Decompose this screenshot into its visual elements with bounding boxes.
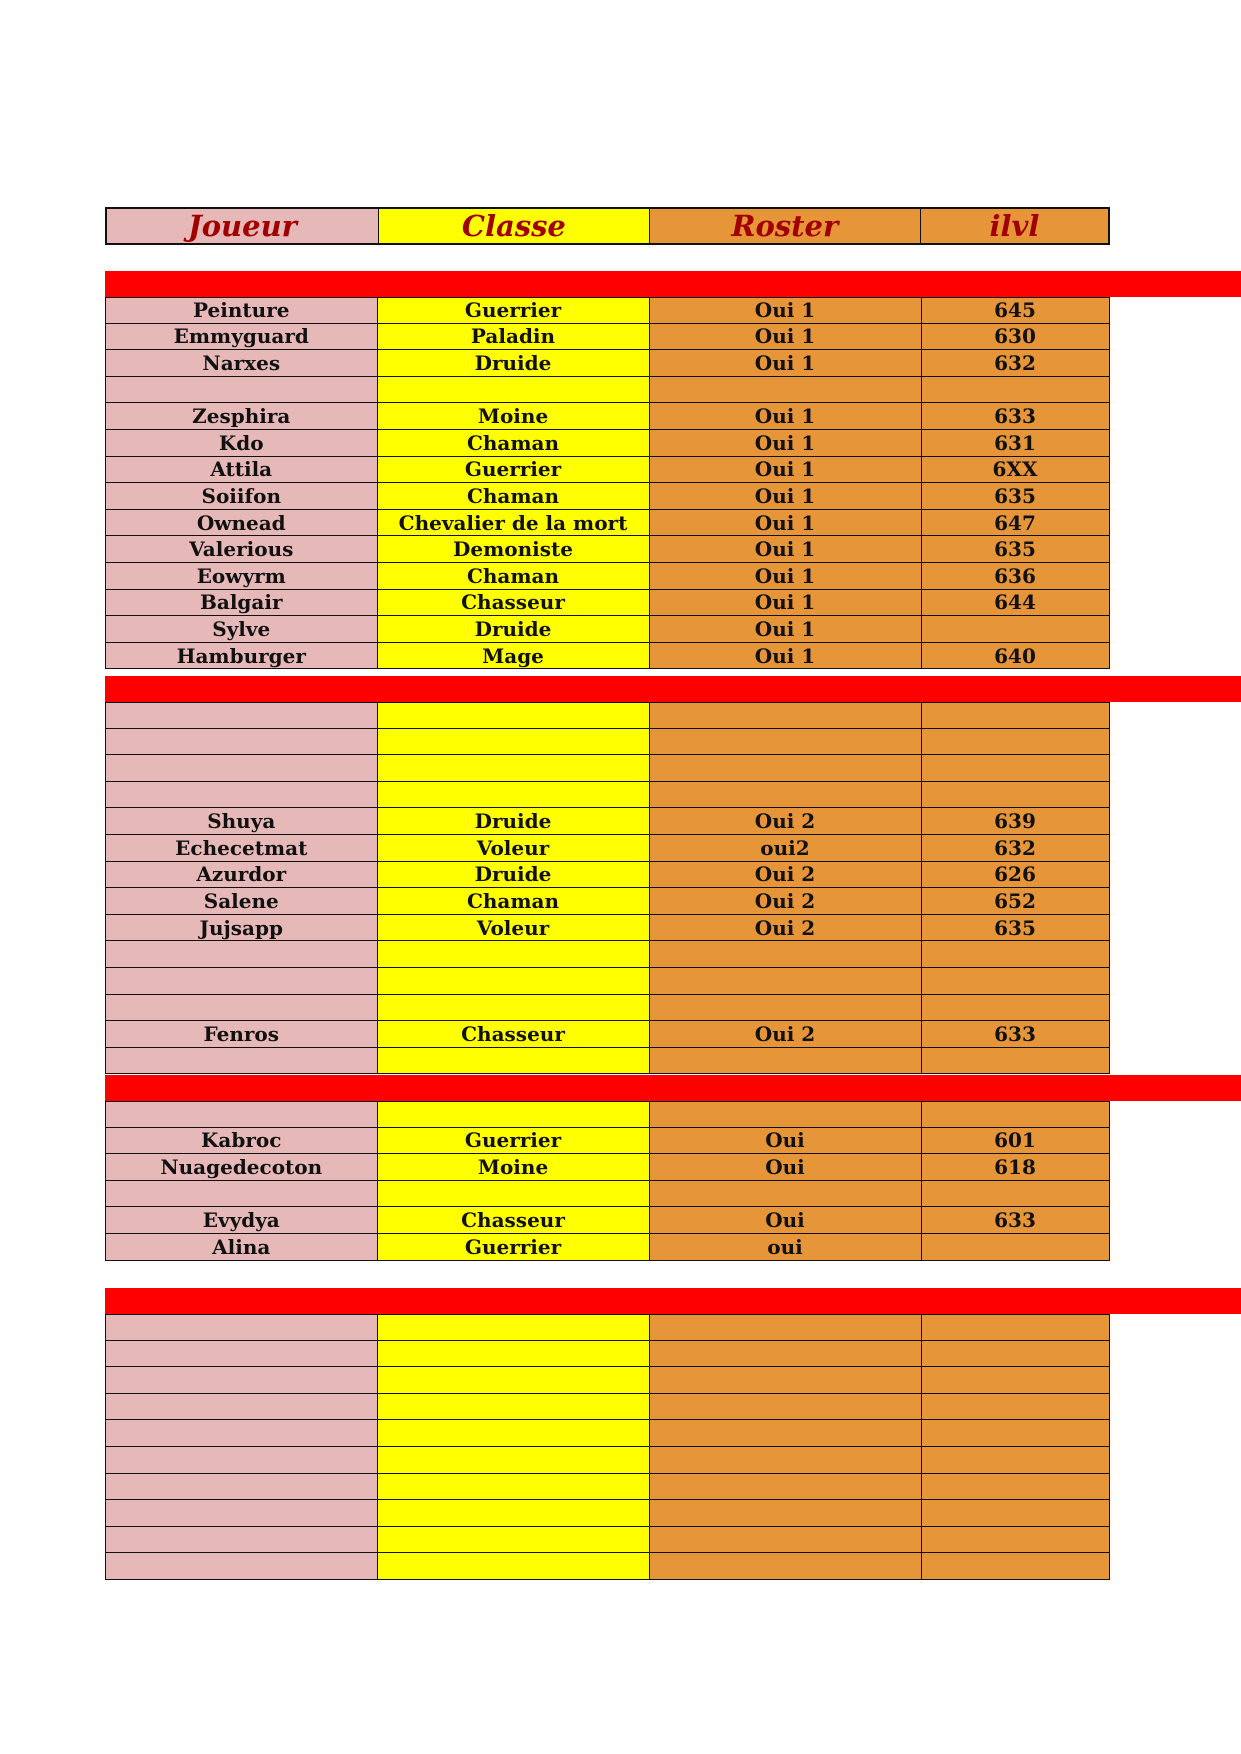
table-row: [106, 808, 1109, 835]
roster-cell[interactable]: oui2: [650, 835, 922, 861]
table-row: [106, 1128, 1109, 1155]
table-row: [106, 350, 1109, 377]
group-separator-bar: [105, 1288, 1241, 1314]
table-row: [106, 1394, 1109, 1421]
roster-cell[interactable]: [650, 1181, 922, 1207]
classe-cell[interactable]: [378, 1181, 650, 1207]
classe-cell[interactable]: Chasseur: [378, 1021, 650, 1047]
ilvl-cell[interactable]: 626: [922, 862, 1109, 888]
roster-cell[interactable]: Oui 1: [650, 590, 922, 616]
table-row: [106, 1314, 1109, 1341]
classe-cell[interactable]: [378, 968, 650, 994]
classe-cell[interactable]: [378, 1474, 650, 1500]
table-row: [106, 1500, 1109, 1527]
classe-cell[interactable]: [378, 1527, 650, 1553]
table-row: [106, 888, 1109, 915]
table-row: [106, 1101, 1109, 1128]
joueur-cell[interactable]: [106, 1367, 378, 1393]
classe-cell[interactable]: [378, 703, 650, 728]
roster-cell[interactable]: Oui 1: [650, 510, 922, 536]
ilvl-cell[interactable]: [922, 1474, 1109, 1500]
table-row: [106, 1207, 1109, 1234]
joueur-cell[interactable]: [106, 995, 378, 1021]
joueur-cell[interactable]: [106, 1394, 378, 1420]
roster-cell[interactable]: [650, 1553, 922, 1579]
group-3: [105, 1075, 1241, 1261]
classe-cell[interactable]: [378, 1102, 650, 1127]
group-2: [105, 676, 1241, 1074]
table-row: [106, 403, 1109, 430]
joueur-cell[interactable]: Evydya: [106, 1207, 378, 1233]
ilvl-cell[interactable]: [922, 1500, 1109, 1526]
roster-cell[interactable]: [650, 1527, 922, 1553]
joueur-cell[interactable]: [106, 941, 378, 967]
classe-cell[interactable]: Voleur: [378, 915, 650, 941]
group-4: [105, 1288, 1241, 1580]
ilvl-cell[interactable]: 631: [922, 430, 1109, 456]
classe-cell[interactable]: [378, 1500, 650, 1526]
classe-cell[interactable]: Guerrier: [378, 457, 650, 483]
header-classe: Classe: [379, 209, 650, 243]
roster-cell[interactable]: [650, 1102, 922, 1127]
group-separator-bar: [105, 271, 1241, 297]
classe-cell[interactable]: Chasseur: [378, 1207, 650, 1233]
joueur-cell[interactable]: [106, 1181, 378, 1207]
classe-cell[interactable]: [378, 729, 650, 755]
roster-cell[interactable]: Oui 1: [650, 616, 922, 642]
roster-cell[interactable]: [650, 941, 922, 967]
joueur-cell[interactable]: Salene: [106, 888, 378, 914]
joueur-cell[interactable]: Valerious: [106, 536, 378, 562]
table-row: [106, 1181, 1109, 1208]
roster-cell[interactable]: Oui 1: [650, 350, 922, 376]
joueur-cell[interactable]: [106, 1553, 378, 1579]
classe-cell[interactable]: Chaman: [378, 563, 650, 589]
ilvl-cell[interactable]: [922, 377, 1109, 403]
table-row: [106, 782, 1109, 809]
table-row: [106, 755, 1109, 782]
group-separator-bar: [105, 676, 1241, 702]
ilvl-cell[interactable]: 632: [922, 350, 1109, 376]
roster-cell[interactable]: Oui: [650, 1128, 922, 1154]
classe-cell[interactable]: [378, 995, 650, 1021]
table-row: [106, 430, 1109, 457]
table-row: [106, 643, 1109, 670]
roster-cell[interactable]: [650, 703, 922, 728]
classe-cell[interactable]: [378, 1394, 650, 1420]
classe-cell[interactable]: [378, 941, 650, 967]
joueur-cell[interactable]: [106, 1048, 378, 1074]
classe-cell[interactable]: Guerrier: [378, 1234, 650, 1260]
joueur-cell[interactable]: [106, 755, 378, 781]
joueur-cell[interactable]: [106, 1341, 378, 1367]
classe-cell[interactable]: [378, 1447, 650, 1473]
ilvl-cell[interactable]: 645: [922, 298, 1109, 323]
ilvl-cell[interactable]: [922, 1341, 1109, 1367]
roster-cell[interactable]: Oui 1: [650, 403, 922, 429]
classe-cell[interactable]: Druide: [378, 808, 650, 834]
table-row: [106, 536, 1109, 563]
ilvl-cell[interactable]: 632: [922, 835, 1109, 861]
classe-cell[interactable]: Chevalier de la mort: [378, 510, 650, 536]
joueur-cell[interactable]: [106, 1527, 378, 1553]
table-row: [106, 915, 1109, 942]
ilvl-cell[interactable]: [922, 941, 1109, 967]
table-row: [106, 457, 1109, 484]
ilvl-cell[interactable]: 633: [922, 403, 1109, 429]
ilvl-cell[interactable]: [922, 1420, 1109, 1446]
classe-cell[interactable]: Guerrier: [378, 1128, 650, 1154]
table-row: [106, 1234, 1109, 1261]
classe-cell[interactable]: Chaman: [378, 483, 650, 509]
joueur-cell[interactable]: Kabroc: [106, 1128, 378, 1154]
roster-cell[interactable]: [650, 755, 922, 781]
joueur-cell[interactable]: [106, 1315, 378, 1340]
table-row: [106, 835, 1109, 862]
ilvl-cell[interactable]: [922, 1447, 1109, 1473]
classe-cell[interactable]: Druide: [378, 616, 650, 642]
classe-cell[interactable]: Guerrier: [378, 298, 650, 323]
joueur-cell[interactable]: [106, 729, 378, 755]
joueur-cell[interactable]: Kdo: [106, 430, 378, 456]
roster-cell[interactable]: [650, 968, 922, 994]
table-row: [106, 702, 1109, 729]
ilvl-cell[interactable]: [922, 1367, 1109, 1393]
joueur-cell[interactable]: [106, 782, 378, 808]
joueur-cell[interactable]: Balgair: [106, 590, 378, 616]
ilvl-cell[interactable]: [922, 1048, 1109, 1074]
ilvl-cell[interactable]: [922, 1315, 1109, 1340]
roster-cell[interactable]: Oui: [650, 1154, 922, 1180]
joueur-cell[interactable]: [106, 1500, 378, 1526]
ilvl-cell[interactable]: 636: [922, 563, 1109, 589]
group-rows: [105, 702, 1110, 1074]
roster-cell[interactable]: [650, 377, 922, 403]
table-row: [106, 1474, 1109, 1501]
ilvl-cell[interactable]: [922, 1394, 1109, 1420]
table-row: [106, 1048, 1109, 1075]
table-row: [106, 590, 1109, 617]
roster-cell[interactable]: [650, 1341, 922, 1367]
roster-cell[interactable]: Oui 1: [650, 643, 922, 669]
classe-cell[interactable]: Chaman: [378, 888, 650, 914]
table-row: [106, 1527, 1109, 1554]
table-row: [106, 1021, 1109, 1048]
header-roster: Roster: [650, 209, 921, 243]
ilvl-cell[interactable]: 6XX: [922, 457, 1109, 483]
ilvl-cell[interactable]: [922, 616, 1109, 642]
table-row: [106, 862, 1109, 889]
table-row: [106, 941, 1109, 968]
joueur-cell[interactable]: [106, 1420, 378, 1446]
table-row: [106, 1341, 1109, 1368]
table-row: [106, 968, 1109, 995]
joueur-cell[interactable]: Ownead: [106, 510, 378, 536]
ilvl-cell[interactable]: 635: [922, 915, 1109, 941]
table-row: [106, 1553, 1109, 1580]
table-row: [106, 729, 1109, 756]
roster-cell[interactable]: Oui: [650, 1207, 922, 1233]
joueur-cell[interactable]: [106, 968, 378, 994]
ilvl-cell[interactable]: [922, 1181, 1109, 1207]
joueur-cell[interactable]: [106, 703, 378, 728]
ilvl-cell[interactable]: 633: [922, 1207, 1109, 1233]
ilvl-cell[interactable]: 635: [922, 483, 1109, 509]
table-row: [106, 1447, 1109, 1474]
classe-cell[interactable]: Chaman: [378, 430, 650, 456]
classe-cell[interactable]: Paladin: [378, 324, 650, 350]
joueur-cell[interactable]: [106, 1102, 378, 1127]
roster-cell[interactable]: Oui 2: [650, 1021, 922, 1047]
roster-cell[interactable]: Oui 1: [650, 536, 922, 562]
classe-cell[interactable]: [378, 1553, 650, 1579]
roster-cell[interactable]: Oui 2: [650, 808, 922, 834]
joueur-cell[interactable]: Fenros: [106, 1021, 378, 1047]
joueur-cell[interactable]: Attila: [106, 457, 378, 483]
roster-cell[interactable]: [650, 1315, 922, 1340]
joueur-cell[interactable]: [106, 1447, 378, 1473]
ilvl-cell[interactable]: [922, 1553, 1109, 1579]
classe-cell[interactable]: Druide: [378, 862, 650, 888]
ilvl-cell[interactable]: [922, 729, 1109, 755]
group-separator-bar: [105, 1075, 1241, 1101]
roster-cell[interactable]: Oui 2: [650, 888, 922, 914]
joueur-cell[interactable]: Jujsapp: [106, 915, 378, 941]
joueur-cell[interactable]: Shuya: [106, 808, 378, 834]
roster-cell[interactable]: Oui 1: [650, 483, 922, 509]
roster-cell[interactable]: Oui 2: [650, 862, 922, 888]
table-row: [106, 1420, 1109, 1447]
ilvl-cell[interactable]: 652: [922, 888, 1109, 914]
table-row: [106, 1367, 1109, 1394]
classe-cell[interactable]: Voleur: [378, 835, 650, 861]
ilvl-cell[interactable]: 647: [922, 510, 1109, 536]
ilvl-cell[interactable]: [922, 755, 1109, 781]
roster-cell[interactable]: [650, 1367, 922, 1393]
roster-cell[interactable]: Oui 1: [650, 324, 922, 350]
classe-cell[interactable]: [378, 1367, 650, 1393]
classe-cell[interactable]: Druide: [378, 350, 650, 376]
ilvl-cell[interactable]: 630: [922, 324, 1109, 350]
ilvl-cell[interactable]: [922, 782, 1109, 808]
ilvl-cell[interactable]: [922, 1527, 1109, 1553]
roster-cell[interactable]: [650, 729, 922, 755]
roster-cell[interactable]: [650, 1447, 922, 1473]
ilvl-cell[interactable]: [922, 1102, 1109, 1127]
ilvl-cell[interactable]: 639: [922, 808, 1109, 834]
joueur-cell[interactable]: [106, 1474, 378, 1500]
joueur-cell[interactable]: Azurdor: [106, 862, 378, 888]
classe-cell[interactable]: Chasseur: [378, 590, 650, 616]
joueur-cell[interactable]: Emmyguard: [106, 324, 378, 350]
ilvl-cell[interactable]: 644: [922, 590, 1109, 616]
header-ilvl: ilvl: [921, 209, 1108, 243]
table-row: [106, 563, 1109, 590]
ilvl-cell[interactable]: 640: [922, 643, 1109, 669]
classe-cell[interactable]: [378, 782, 650, 808]
classe-cell[interactable]: Moine: [378, 1154, 650, 1180]
classe-cell[interactable]: [378, 755, 650, 781]
ilvl-cell[interactable]: [922, 703, 1109, 728]
classe-cell[interactable]: [378, 377, 650, 403]
joueur-cell[interactable]: Narxes: [106, 350, 378, 376]
joueur-cell[interactable]: Zesphira: [106, 403, 378, 429]
ilvl-cell[interactable]: [922, 995, 1109, 1021]
roster-cell[interactable]: Oui 1: [650, 457, 922, 483]
table-row: [106, 297, 1109, 324]
table-row: [106, 324, 1109, 351]
group-rows: [105, 1101, 1110, 1261]
roster-cell[interactable]: oui: [650, 1234, 922, 1260]
group-1: [105, 271, 1241, 669]
ilvl-cell[interactable]: 618: [922, 1154, 1109, 1180]
joueur-cell[interactable]: Alina: [106, 1234, 378, 1260]
roster-cell[interactable]: Oui 1: [650, 563, 922, 589]
roster-cell[interactable]: Oui 1: [650, 298, 922, 323]
table-row: [106, 995, 1109, 1022]
classe-cell[interactable]: Mage: [378, 643, 650, 669]
ilvl-cell[interactable]: [922, 968, 1109, 994]
joueur-cell[interactable]: Soiifon: [106, 483, 378, 509]
classe-cell[interactable]: Demoniste: [378, 536, 650, 562]
joueur-cell[interactable]: Eowyrm: [106, 563, 378, 589]
classe-cell[interactable]: [378, 1315, 650, 1340]
ilvl-cell[interactable]: 601: [922, 1128, 1109, 1154]
roster-cell[interactable]: [650, 782, 922, 808]
roster-cell[interactable]: [650, 1048, 922, 1074]
joueur-cell[interactable]: Hamburger: [106, 643, 378, 669]
roster-cell[interactable]: Oui 2: [650, 915, 922, 941]
table-row: [106, 616, 1109, 643]
table-row: [106, 483, 1109, 510]
roster-cell[interactable]: [650, 1420, 922, 1446]
table-row: [106, 510, 1109, 537]
ilvl-cell[interactable]: [922, 1234, 1109, 1260]
column-header-row: [105, 207, 1110, 245]
roster-cell[interactable]: Oui 1: [650, 430, 922, 456]
joueur-cell[interactable]: Echecetmat: [106, 835, 378, 861]
ilvl-cell[interactable]: 635: [922, 536, 1109, 562]
roster-cell[interactable]: [650, 1500, 922, 1526]
classe-cell[interactable]: Moine: [378, 403, 650, 429]
classe-cell[interactable]: [378, 1048, 650, 1074]
classe-cell[interactable]: [378, 1420, 650, 1446]
ilvl-cell[interactable]: 633: [922, 1021, 1109, 1047]
classe-cell[interactable]: [378, 1341, 650, 1367]
header-joueur: Joueur: [107, 209, 379, 243]
roster-cell[interactable]: [650, 1474, 922, 1500]
joueur-cell[interactable]: Sylve: [106, 616, 378, 642]
group-rows: [105, 297, 1110, 669]
joueur-cell[interactable]: [106, 377, 378, 403]
joueur-cell[interactable]: Peinture: [106, 298, 378, 323]
roster-cell[interactable]: [650, 1394, 922, 1420]
group-rows: [105, 1314, 1110, 1580]
roster-cell[interactable]: [650, 995, 922, 1021]
joueur-cell[interactable]: Nuagedecoton: [106, 1154, 378, 1180]
table-row: [106, 377, 1109, 404]
table-row: [106, 1154, 1109, 1181]
